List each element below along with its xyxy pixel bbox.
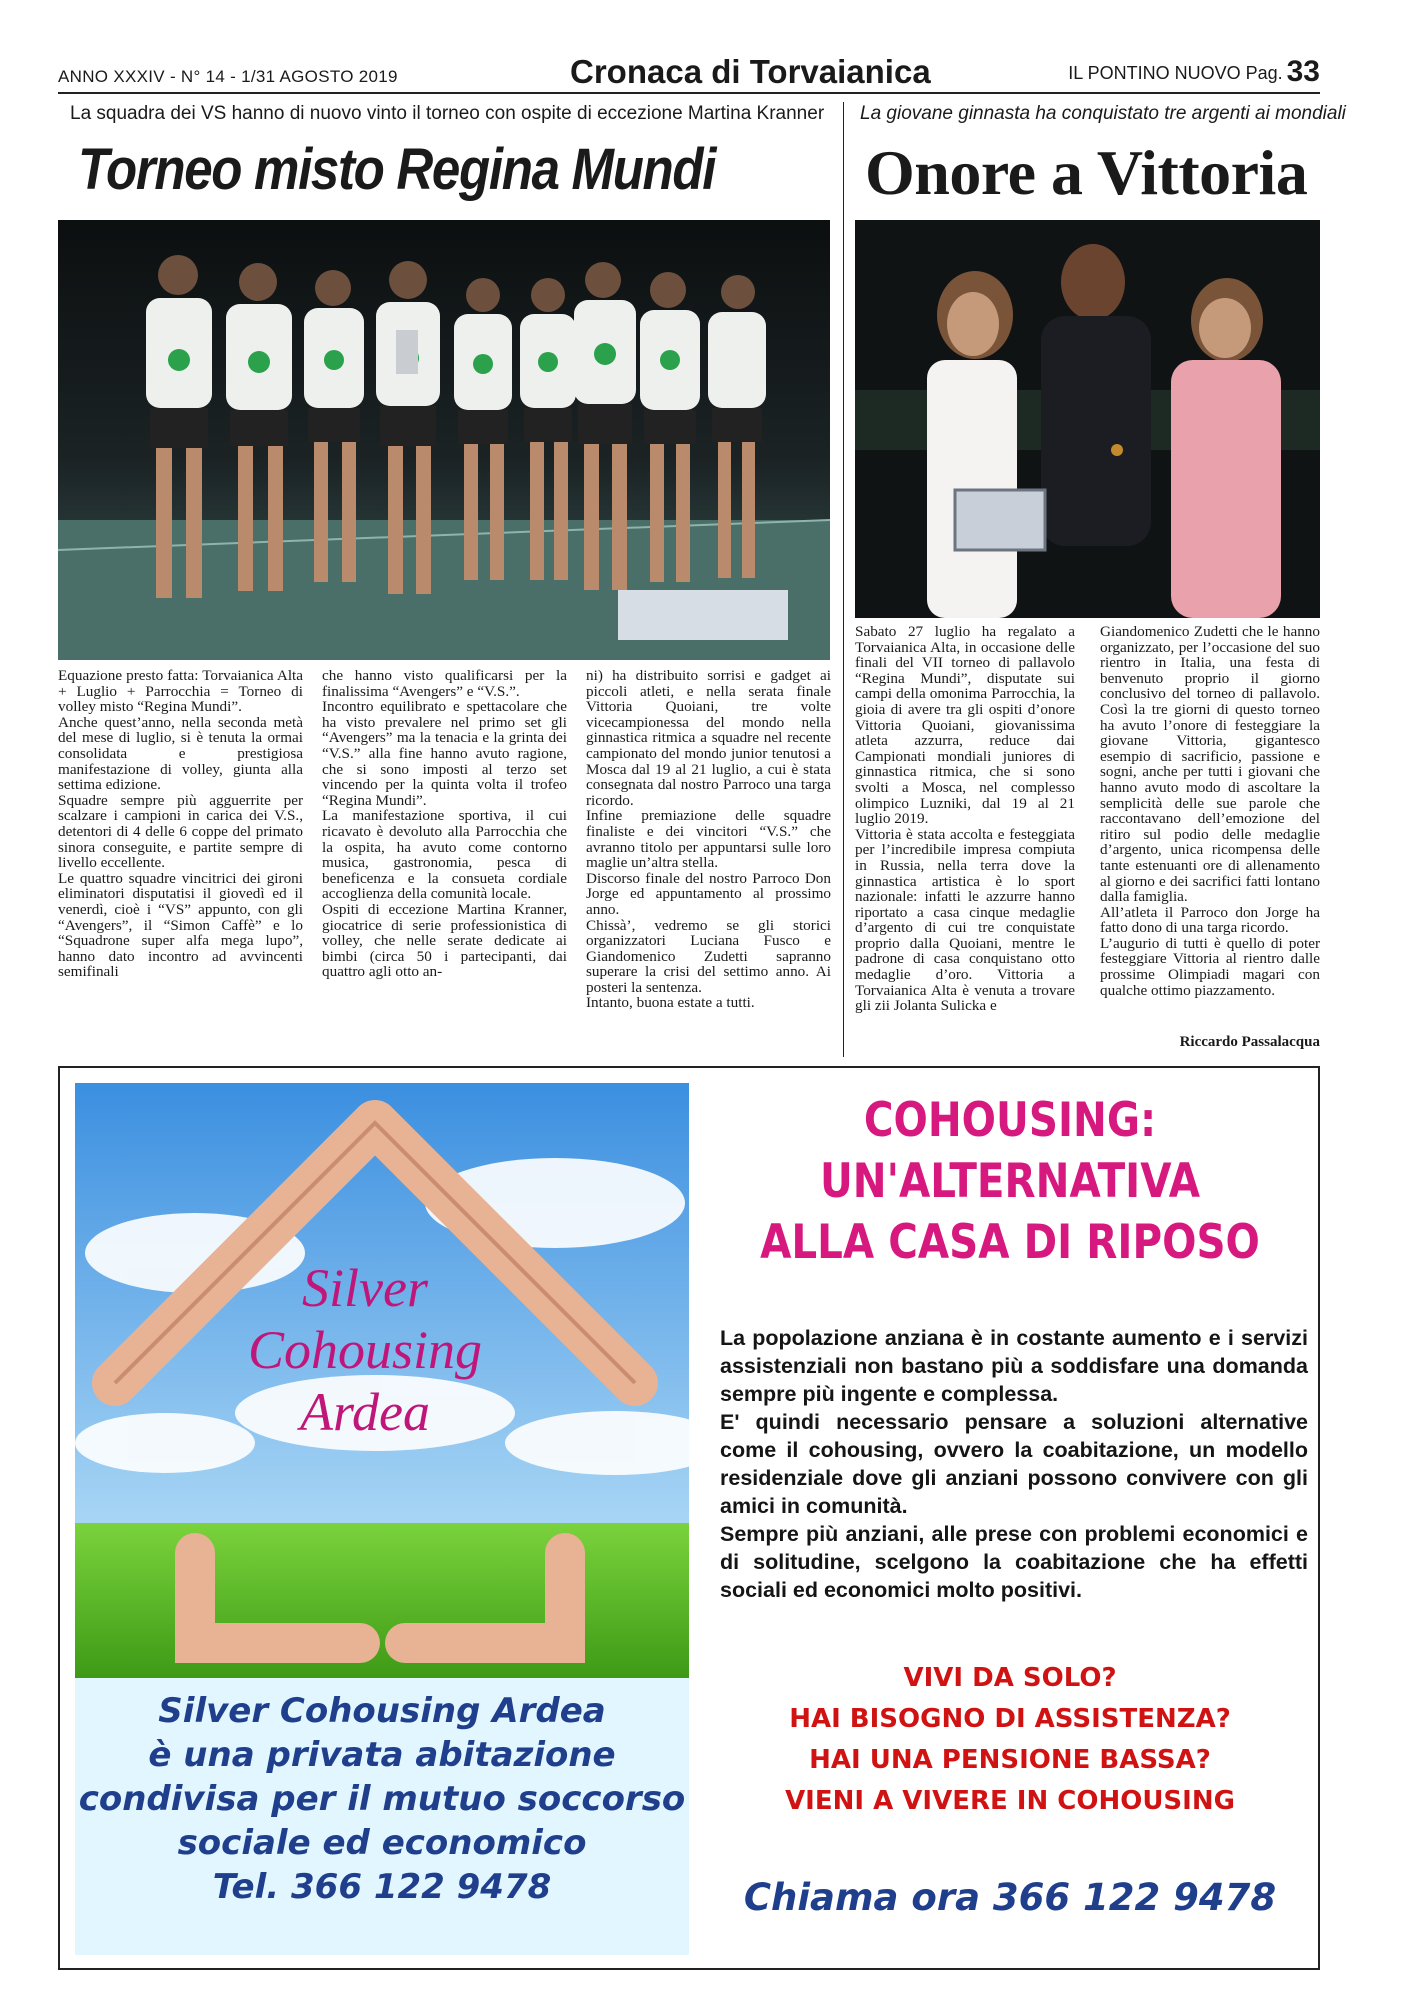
paragraph: Equazione presto fatta: Torvaianica Alta + Luglio + Parrocchia = Torneo di volley misto “Regina Mundi”.	[58, 667, 303, 716]
column-divider	[843, 102, 844, 1057]
paragraph: Squadre sempre più agguerrite per scalzare i campioni in carica dei V.S., detentori di 4 delle 6 coppe del primato sinora conseguite, e partite sempre di livello eccellente.	[58, 791, 303, 872]
author-signature: Riccardo Passalacqua	[1179, 1034, 1320, 1050]
section-title: Cronaca di Torvaianica	[570, 53, 931, 90]
ad-left-line: è una privata abitazione	[148, 1735, 616, 1775]
team-photo-illustration	[58, 220, 830, 660]
ad-body	[720, 1324, 1308, 1604]
ad-title-line: COHOUSING:	[863, 1093, 1157, 1148]
paragraph: Ospiti di eccezione Martina Kranner, giocatrice di serie professionistica di volley, che nelle serate dedicate ai bimbi (circa 50 i partecipanti, dai quattro agli otto an-	[322, 900, 567, 981]
ad-question: HAI BISOGNO DI ASSISTENZA?	[789, 1704, 1231, 1734]
paragraph: Intanto, buona estate a tutti.	[586, 994, 755, 1012]
ad-left-line: sociale ed economico	[177, 1823, 587, 1863]
right-article-headline: Onore a Vittoria	[865, 137, 1308, 208]
paragraph: ni) ha distribuito sorrisi e gadget ai piccoli atleti, e nella serata finale Vittoria Quoiani, tre volte vicecampionessa del mondo nella ginnastica ritmica a squadre nel recente campionato del mondo junior tenutosi a Mosca dal 19 al 21 luglio, a cui è stata consegnata dal nostro Parroco una targa ricordo.	[586, 667, 831, 809]
publication-name	[1068, 55, 1320, 89]
right-article-column-1	[855, 624, 1075, 1014]
page-header	[58, 53, 1320, 94]
vittoria-photo	[855, 220, 1320, 618]
ad-left-phone: Tel. 366 122 9478	[212, 1867, 552, 1907]
paragraph: Discorso finale del nostro Parroco Don Jorge ed appuntamento al prossimo anno.	[586, 869, 831, 918]
cohousing-advertisement	[58, 1066, 1320, 1970]
ad-title-line: UN'ALTERNATIVA	[819, 1154, 1201, 1209]
paragraph: Le quattro squadre vincitrici dei gironi eliminatori disputatisi il giovedì ed il venerdì, cioè i “VS” appunto, con gli “Avengers”, il “Simon Caffè” e lo “Squadrone super alfa mega lupo”, hanno dato incontro ad avvincenti semifinali	[58, 869, 303, 981]
left-article-column-2	[322, 668, 567, 980]
ad-paragraph: La popolazione anziana è in costante aumento e i servizi assistenziali non bastano più a soddisfare una domanda sempre più ingente e complessa.	[720, 1326, 1308, 1406]
paragraph: Giandomenico Zudetti che le hanno organizzato, per l’occasione del suo rientro in Italia, una festa di benvenuto proprio il giorno conclusivo del torneo di pallavolo. Così la tre giorni di questo torneo ha avuto l’onore di festeggiare la giovane Vittoria, gigantesco esempio di sacrificio, passione e sogni, anche per tutti i giovani che hanno avuto modo di ascoltare la semplicità delle sue parole che raccontavano dell’emozione del ritiro sul podio delle medaglie d’argento, unica ricompensa delle tante estenuanti ore di allenamento al giorno e dei sacrifici fatti lontano dalla famiglia.	[1100, 623, 1320, 906]
ad-questions	[710, 1658, 1310, 1822]
issue-info: ANNO XXXIV - N° 14 - 1/31 AGOSTO 2019	[58, 67, 398, 86]
left-article-column-3	[586, 668, 831, 1011]
paragraph: Anche quest’anno, nella seconda metà del mese di luglio, si è tenuta la ormai consolidata e prestigiosa manifestazione di volley, giunta alla settima edizione.	[58, 713, 303, 794]
paragraph: Vittoria è stata accolta e festeggiata per l’incredibile impresa compiuta in Russia, nella terra dove la ginnastica artistica è lo sport nazionale: infatti le azzurre hanno riportato a casa cinque medaglie d’argento di cui tre conquistate proprio dalla Quoiani, mentre le padrone di casa conquistano otto medaglie d’oro. Vittoria a Torvaianica Alta è venuta a trovare gli zii Jolanta Sulicka e	[855, 825, 1075, 1015]
left-article-headline: Torneo misto Regina Mundi	[78, 137, 716, 202]
ad-question: VIENI A VIVERE IN COHOUSING	[785, 1786, 1235, 1816]
ad-paragraph: Sempre più anziani, alle prese con problemi economici e di solitudine, scelgono la coabitazione che ha effetti sociali ed economici molto positivi.	[720, 1522, 1308, 1602]
ad-left-text	[75, 1689, 689, 1909]
ad-left-line: Silver Cohousing Ardea	[158, 1691, 606, 1731]
brand-name: Silver Cohousing Ardea	[247, 1258, 483, 1442]
ad-phone-call: Chiama ora 366 122 9478	[743, 1876, 1277, 1919]
paragraph: Sabato 27 luglio ha regalato a Torvaianica Alta, in occasione delle finali del VII torneo di pallavolo “Regina Mundi”, disputate sui campi della omonima Parrocchia, la gioia di avere tra gli ospiti d’onore Vittoria Quoiani, giovanissima atleta azzurra, reduce dai Campionati mondiali juniores di ginnastica ritmica, che si sono svolti a Mosca, nel complesso olimpico Luzniki, dal 19 al 21 luglio 2019.	[855, 623, 1075, 828]
vittoria-photo-illustration	[855, 220, 1320, 618]
ad-paragraph: E' quindi necessario pensare a soluzioni alternative come il cohousing, ovvero la coabitazione, un modello residenziale dove gli anziani possono convivere con gli amici in comunità.	[720, 1410, 1308, 1518]
right-article-column-2	[1100, 624, 1320, 998]
ad-question: HAI UNA PENSIONE BASSA?	[809, 1745, 1211, 1775]
left-article-kicker: La squadra dei VS hanno di nuovo vinto il torneo con ospite di eccezione Martina Kranner	[70, 103, 825, 124]
ad-question: VIVI DA SOLO?	[903, 1663, 1117, 1693]
ad-left-panel	[75, 1083, 689, 1955]
paragraph: che hanno visto qualificarsi per la finalissima “Avengers” e “V.S.”.	[322, 667, 567, 700]
paragraph: Infine premiazione delle squadre finaliste e dei vincitori “V.S.” che avranno titolo per appuntarsi sulle loro maglie un’altra stella.	[586, 807, 831, 872]
paragraph: La manifestazione sportiva, il cui ricavato è devoluto alla Parrocchia che la ospita, ha avuto come contorno musica, gastronomia, pesca di beneficenza e la consueta cordiale accoglienza della comunità locale.	[322, 807, 567, 903]
paragraph: All’atleta il Parroco don Jorge ha fatto dono di una targa ricordo.	[1100, 903, 1320, 937]
team-photo	[58, 220, 830, 660]
ad-title-line: ALLA CASA DI RIPOSO	[760, 1215, 1260, 1270]
paragraph: Incontro equilibrato e spettacolare che ha visto prevalere nel primo set gli “Avengers” ma la tenacia e la grinta dei “V.S.” alla fine hanno avuto ragione, che si sono imposti al terzo set vincendo per la quinta volta il trofeo “Regina Mundi”.	[322, 698, 567, 809]
ad-title	[752, 1090, 1268, 1273]
left-article-column-1	[58, 668, 303, 980]
ad-left-line: condivisa per il mutuo soccorso	[78, 1779, 686, 1819]
paragraph: Chissà’, vedremo se gli storici organizzatori Luciana Fusco e Giandomenico Zudetti sapranno superare la crisi del settimo anno. Ai posteri la sentenza.	[586, 916, 831, 996]
right-article-kicker: La giovane ginnasta ha conquistato tre argenti ai mondiali	[860, 103, 1346, 124]
paragraph: L’augurio di tutti è quello di poter festeggiare Vittoria al rientro dalle prossime Olimpiadi magari con qualche ottimo piazzamento.	[1100, 934, 1320, 999]
publication-label: IL PONTINO NUOVO Pag.	[1068, 63, 1283, 83]
page-number: 33	[1286, 55, 1320, 88]
